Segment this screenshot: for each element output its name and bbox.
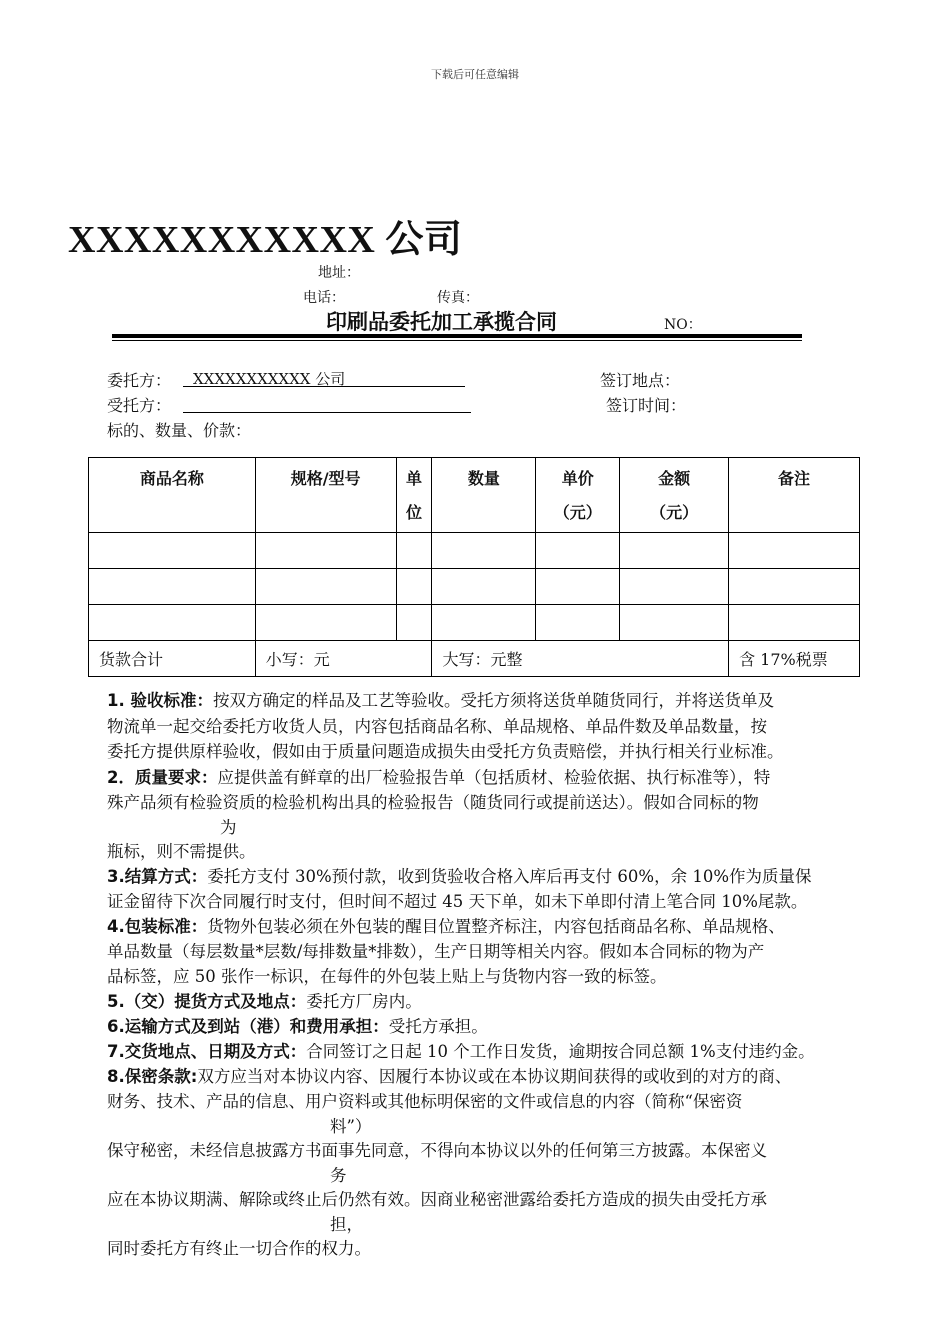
clause-8-line-1: 8.保密条款:双方应当对本协议内容、因履行本协议或在本协议期间获得的或收到的对方的商、 xyxy=(107,1067,792,1086)
header-spec-model: 规格/型号 xyxy=(255,458,396,533)
contract-title: 印刷品委托加工承揽合同 xyxy=(326,310,557,334)
title-rule-thick xyxy=(112,334,802,338)
table-total-row xyxy=(89,641,860,677)
clause-3-line-1: 3.结算方式：委托方支付 30%预付款，收到货验收合格入库后再支付 60%，余 10%作为质量保 xyxy=(107,867,812,886)
total-lower-case: 小写：元 xyxy=(255,641,432,677)
company-name: XXXXXXXXXXX 公司 xyxy=(68,219,463,261)
clause-2-line-3: 瓶标，则不需提供。 xyxy=(107,842,256,861)
table-row xyxy=(89,605,860,641)
clause-8-line-2: 财务、技术、产品的信息、用户资料或其他标明保密的文件或信息的内容（简称“保密资 xyxy=(107,1092,743,1111)
clause-1-line-3: 委托方提供原样验收，假如由于质量问题造成损失由受托方负责赔偿，并执行相关行业标准。 xyxy=(107,742,784,761)
clause-6: 6.运输方式及到站（港）和费用承担：受托方承担。 xyxy=(107,1017,488,1036)
header-unit: 单 位 xyxy=(396,458,432,533)
header-amount: 金额 （元） xyxy=(620,458,729,533)
header-quantity: 数量 xyxy=(432,458,536,533)
clause-8-line-5: 同时委托方有终止一切合作的权力。 xyxy=(107,1239,371,1258)
clause-1-line-2: 物流单一起交给委托方收货人员，内容包括商品名称、单品规格、单品件数及单品数量，按 xyxy=(107,717,767,736)
table-row xyxy=(89,569,860,605)
contractor-label: 受托方： xyxy=(107,396,172,415)
clause-8-wrap-2: 务 xyxy=(330,1166,347,1185)
table-header-row xyxy=(89,458,860,533)
clause-2-line-1: 2．质量要求：应提供盖有鲜章的出厂检验报告单（包括质材、检验依据、执行标准等），特 xyxy=(107,768,771,787)
phone-label: 电话： xyxy=(303,290,345,306)
client-field: XXXXXXXXXXX 公司 xyxy=(183,368,465,387)
tax-note: 含 17%税票 xyxy=(729,641,860,677)
clause-3-line-2: 证金留待下次合同履行时支付，但时间不超过 45 天下单，如未下单即付清上笔合同 10%尾款。 xyxy=(107,892,808,911)
clause-8-wrap-1: 料”） xyxy=(330,1117,372,1136)
clause-8-line-3: 保守秘密，未经信息披露方书面事先同意，不得向本协议以外的任何第三方披露。本保密义 xyxy=(107,1141,767,1160)
contract-number-label: NO： xyxy=(664,317,702,333)
fax-label: 传真： xyxy=(437,290,479,306)
clause-1-line-1: 1. 验收标准：按双方确定的样品及工艺等验收。受托方须将送货单随货同行，并将送货单及 xyxy=(107,691,774,710)
total-label: 货款合计 xyxy=(89,641,256,677)
clause-4-line-3: 品标签，应 50 张作一标识，在每件的外包装上贴上与货物内容一致的标签。 xyxy=(107,967,667,986)
items-table xyxy=(88,457,860,677)
header-note: 下载后可任意编辑 xyxy=(431,68,519,81)
clause-2-line-2: 殊产品须有检验资质的检验机构出具的检验报告（随货同行或提前送达）。假如合同标的物 xyxy=(107,793,759,812)
sign-place-label: 签订地点： xyxy=(600,371,681,390)
clause-7: 7.交货地点、日期及方式：合同签订之日起 10 个工作日发货，逾期按合同总额 1%支付违约金。 xyxy=(107,1042,815,1061)
title-rule-thin xyxy=(112,340,802,341)
sign-time-label: 签订时间： xyxy=(606,396,687,415)
clause-8-wrap-3: 担， xyxy=(330,1215,363,1234)
address-label: 地址： xyxy=(318,265,360,281)
clause-4-line-2: 单品数量（每层数量*层数/每排数量*排数），生产日期等相关内容。假如本合同标的物为产 xyxy=(107,942,765,961)
client-label: 委托方： xyxy=(107,371,172,390)
clause-8-line-4: 应在本协议期满、解除或终止后仍然有效。因商业秘密泄露给委托方造成的损失由受托方承 xyxy=(107,1190,767,1209)
clause-4-line-1: 4.包装标准：货物外包装必须在外包装的醒目位置整齐标注，内容包括商品名称、单品规格、 xyxy=(107,917,785,936)
total-upper-case: 大写：元整 xyxy=(432,641,729,677)
table-row xyxy=(89,533,860,569)
header-remarks: 备注 xyxy=(729,458,860,533)
clause-2-wrap: 为 xyxy=(220,818,237,837)
clause-5: 5.（交）提货方式及地点：委托方厂房内。 xyxy=(107,992,422,1011)
header-unit-price: 单价 （元） xyxy=(536,458,620,533)
header-product-name: 商品名称 xyxy=(89,458,256,533)
contractor-field xyxy=(183,393,471,413)
subject-label: 标的、数量、价款： xyxy=(107,421,252,440)
